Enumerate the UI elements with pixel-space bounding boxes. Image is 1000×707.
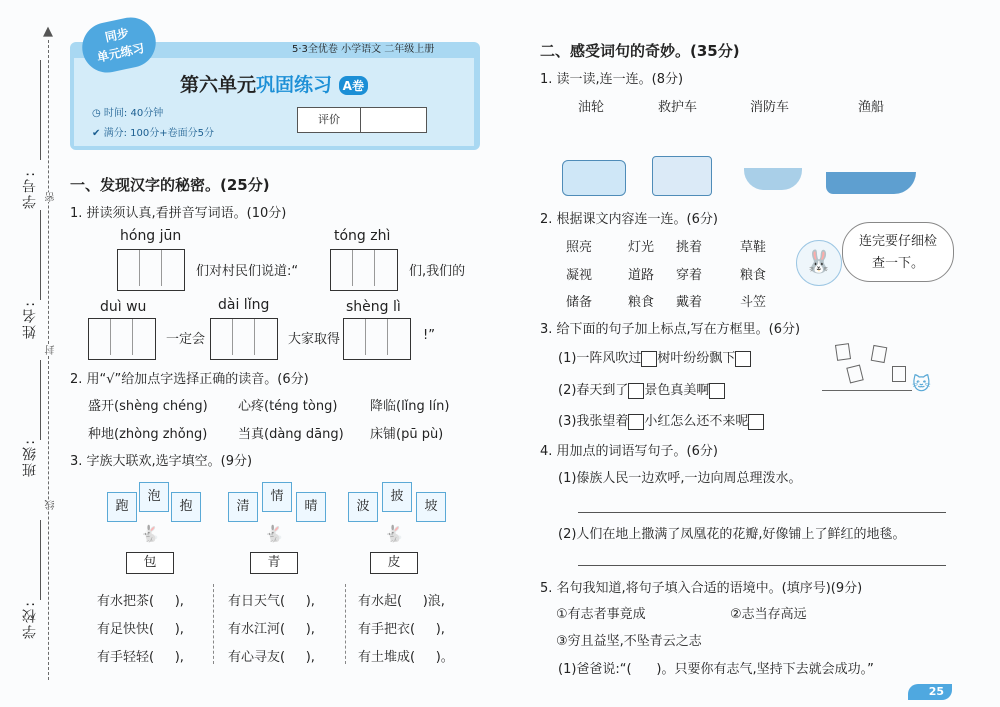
- q5-sentence-1: (1)爸爸说:“( )。只要你有志气,坚持下去就会成功。”: [558, 662, 874, 677]
- cut-label-2: 封: [46, 345, 57, 355]
- pinyin-shengli: shèng lì: [346, 299, 401, 315]
- q2-item-1[interactable]: 盛开(shèng chéng): [88, 399, 208, 414]
- q4-sentence-2: (2)人们在地上撒满了凤凰花的花瓣,好像铺上了鲜红的地毯。: [558, 527, 906, 542]
- q2-c2-r3: 粮食: [628, 295, 655, 310]
- s2-q5-title: 5. 名句我知道,将句子填入合适的语境中。(填序号)(9分): [540, 581, 863, 596]
- badge-line1: 同步: [103, 25, 131, 45]
- rabbit-icon-2: 🐇: [264, 524, 284, 543]
- char-card-qing3: 晴: [296, 492, 326, 522]
- punct-box-1[interactable]: [641, 351, 657, 367]
- char-card-po: 坡: [416, 492, 446, 522]
- char-card-bo: 波: [348, 492, 378, 522]
- school-line: [40, 520, 42, 600]
- name-label: 姓名:: [22, 300, 38, 339]
- q5-option-3: ③穷且益坚,不坠青云之志: [556, 634, 702, 649]
- section2-title: 二、感受词句的奇妙。(35分): [540, 42, 740, 60]
- pinyin-hongjun: hóng jūn: [120, 228, 182, 244]
- oil-tanker-image: [826, 172, 916, 194]
- school-label: 学校:: [22, 600, 38, 639]
- answer-box-5[interactable]: [343, 318, 411, 360]
- class-line: [40, 360, 42, 440]
- punct-box-3[interactable]: [628, 383, 644, 399]
- fishing-boat-image: [744, 168, 802, 190]
- answer-box-3[interactable]: [88, 318, 156, 360]
- q2-item-4[interactable]: 种地(zhòng zhǒng): [88, 427, 208, 442]
- char-card-pi: 披: [382, 482, 412, 512]
- score-info: [92, 124, 214, 139]
- vehicle-word-4: 渔船: [858, 100, 885, 115]
- q3-s3b: 小红怎么还不来呢: [644, 414, 749, 429]
- time-info: [92, 104, 163, 119]
- eval-label: 评价: [298, 108, 361, 132]
- q2-c1-r3: 储备: [566, 295, 593, 310]
- q3-sentence-2: [558, 379, 725, 399]
- s1-q2-title: 2. 用“√”给加点字选择正确的读音。(6分): [70, 372, 309, 387]
- q2-item-3[interactable]: 降临(lǐng lín): [370, 399, 450, 414]
- q2-c1-r2: 凝视: [566, 268, 593, 283]
- cat-icon: 🐱: [912, 374, 931, 395]
- name-line: [40, 210, 42, 300]
- q1-text5: !”: [423, 328, 435, 343]
- q2-c3-r3: 戴着: [676, 295, 703, 310]
- answer-box-2[interactable]: [330, 249, 398, 291]
- page-title: [180, 70, 368, 97]
- fill-c3-r2[interactable]: 有手把衣( ),: [358, 622, 445, 637]
- rabbit-icon-1: 🐇: [140, 524, 160, 543]
- badge-line2: 单元练习: [95, 40, 146, 65]
- title-accent: 巩固练习: [256, 74, 333, 96]
- fill-c3-r3[interactable]: 有土堆成( )。: [358, 650, 454, 665]
- vehicle-word-3: 消防车: [750, 100, 790, 115]
- char-card-qing1: 清: [228, 492, 258, 522]
- page-number: 25: [928, 685, 944, 698]
- q3-s2b: 景色真美啊: [644, 383, 710, 398]
- q5-option-2: ②志当存高远: [730, 607, 807, 622]
- q2-item-2[interactable]: 心疼(téng tòng): [238, 399, 338, 414]
- q4-answer-line-1[interactable]: [578, 512, 946, 513]
- rocket-icon: ▲: [43, 24, 53, 39]
- char-card-pao1: 跑: [107, 492, 137, 522]
- check-icon: ✔: [92, 128, 101, 139]
- punct-box-6[interactable]: [748, 414, 764, 430]
- q3-sentence-3: [558, 410, 764, 430]
- q1-text1: 们对村民们说道:“: [196, 264, 299, 279]
- time-text: 时间: 40分钟: [103, 108, 164, 119]
- q1-text2: 们,我们的: [409, 264, 466, 279]
- punctuation-illustration: [822, 340, 952, 406]
- q4-answer-line-2[interactable]: [578, 565, 946, 566]
- q3-s1a: (1)一阵风吹过: [558, 351, 642, 366]
- ambulance-image: [562, 160, 626, 196]
- eval-box: [297, 107, 427, 133]
- page-number-badge: [908, 684, 952, 700]
- bunny-mascot-icon: 🐰: [796, 240, 842, 286]
- q1-text3: 一定会: [166, 332, 206, 347]
- student-id-line: [40, 60, 42, 160]
- vehicle-word-2: 救护车: [658, 100, 698, 115]
- q4-sentence-1: (1)傣族人民一边欢呼,一边向周总理泼水。: [558, 471, 802, 486]
- char-card-qing2: 情: [262, 482, 292, 512]
- reminder-bubble: 连完要仔细检查一下。: [842, 222, 954, 282]
- fill-c3-r1[interactable]: 有水起( )浪,: [358, 594, 445, 609]
- char-card-bao: 抱: [171, 492, 201, 522]
- s2-q4-title: 4. 用加点的词语写句子。(6分): [540, 444, 718, 459]
- punct-box-5[interactable]: [628, 414, 644, 430]
- root-box-bao: 包: [126, 552, 174, 574]
- s2-q3-title: 3. 给下面的句子加上标点,写在方框里。(6分): [540, 322, 801, 337]
- q2-item-5[interactable]: 当真(dàng dāng): [238, 427, 344, 442]
- pinyin-duiwu: duì wu: [100, 299, 147, 315]
- fill-c2-r2[interactable]: 有水江河( ),: [228, 622, 315, 637]
- s2-q2-title: 2. 根据课文内容连一连。(6分): [540, 212, 718, 227]
- q1-text4: 大家取得: [288, 332, 341, 347]
- answer-box-1[interactable]: [117, 249, 185, 291]
- q2-c2-r2: 道路: [628, 268, 655, 283]
- fill-c2-r3[interactable]: 有心寻友( ),: [228, 650, 315, 665]
- q2-c2-r1: 灯光: [628, 240, 655, 255]
- answer-box-4[interactable]: [210, 318, 278, 360]
- q2-c4-r3: 斗笠: [740, 295, 767, 310]
- s2-q1-title: 1. 读一读,连一连。(8分): [540, 72, 684, 87]
- vehicle-word-1: 油轮: [578, 100, 605, 115]
- cut-label-3: 线: [46, 500, 57, 510]
- punct-box-2[interactable]: [735, 351, 751, 367]
- fill-c1-r2[interactable]: 有足快快( ),: [97, 622, 184, 637]
- clock-icon: ◷: [92, 108, 101, 119]
- cut-label-1: 密: [46, 192, 57, 202]
- q2-item-6[interactable]: 床铺(pū pù): [370, 427, 444, 442]
- q3-s1b: 树叶纷纷飘下: [657, 351, 736, 366]
- fill-c1-r1[interactable]: 有水把茶( ),: [97, 594, 184, 609]
- char-card-pao2: 泡: [139, 482, 169, 512]
- pinyin-tongzhi: tóng zhì: [334, 228, 391, 244]
- pinyin-dailing: dài lǐng: [218, 297, 270, 313]
- student-id-label: 学号:: [22, 170, 38, 209]
- fire-truck-image: [652, 156, 712, 196]
- series-label: 5·3全优卷 小学语文 二年级上册: [292, 44, 435, 55]
- q3-s2a: (2)春天到了: [558, 383, 629, 398]
- punct-box-4[interactable]: [709, 383, 725, 399]
- s1-q3-title: 3. 字族大联欢,选字填空。(9分): [70, 454, 253, 469]
- q5-option-1: ①有志者事竟成: [556, 607, 646, 622]
- root-box-qing: 青: [250, 552, 298, 574]
- q2-c3-r2: 穿着: [676, 268, 703, 283]
- score-text: 满分: 100分+卷面分5分: [103, 128, 214, 139]
- fill-c1-r3[interactable]: 有手轻轻( ),: [97, 650, 184, 665]
- class-label: 班级:: [22, 438, 38, 477]
- q2-c4-r1: 草鞋: [740, 240, 767, 255]
- fill-c2-r1[interactable]: 有日天气( ),: [228, 594, 315, 609]
- section1-title: 一、发现汉字的秘密。(25分): [70, 176, 270, 194]
- root-box-pi: 皮: [370, 552, 418, 574]
- s1-q1-title: 1. 拼读须认真,看拼音写词语。(10分): [70, 206, 287, 221]
- rabbit-icon-3: 🐇: [384, 524, 404, 543]
- q2-c3-r1: 挑着: [676, 240, 703, 255]
- binding-line: [48, 40, 50, 680]
- q3-sentence-1: [558, 347, 751, 367]
- title-main: 第六单元: [180, 74, 257, 96]
- q3-s3a: (3)我张望着: [558, 414, 629, 429]
- title-badge: A卷: [339, 76, 368, 95]
- q2-c4-r2: 粮食: [740, 268, 767, 283]
- q2-c1-r1: 照亮: [566, 240, 593, 255]
